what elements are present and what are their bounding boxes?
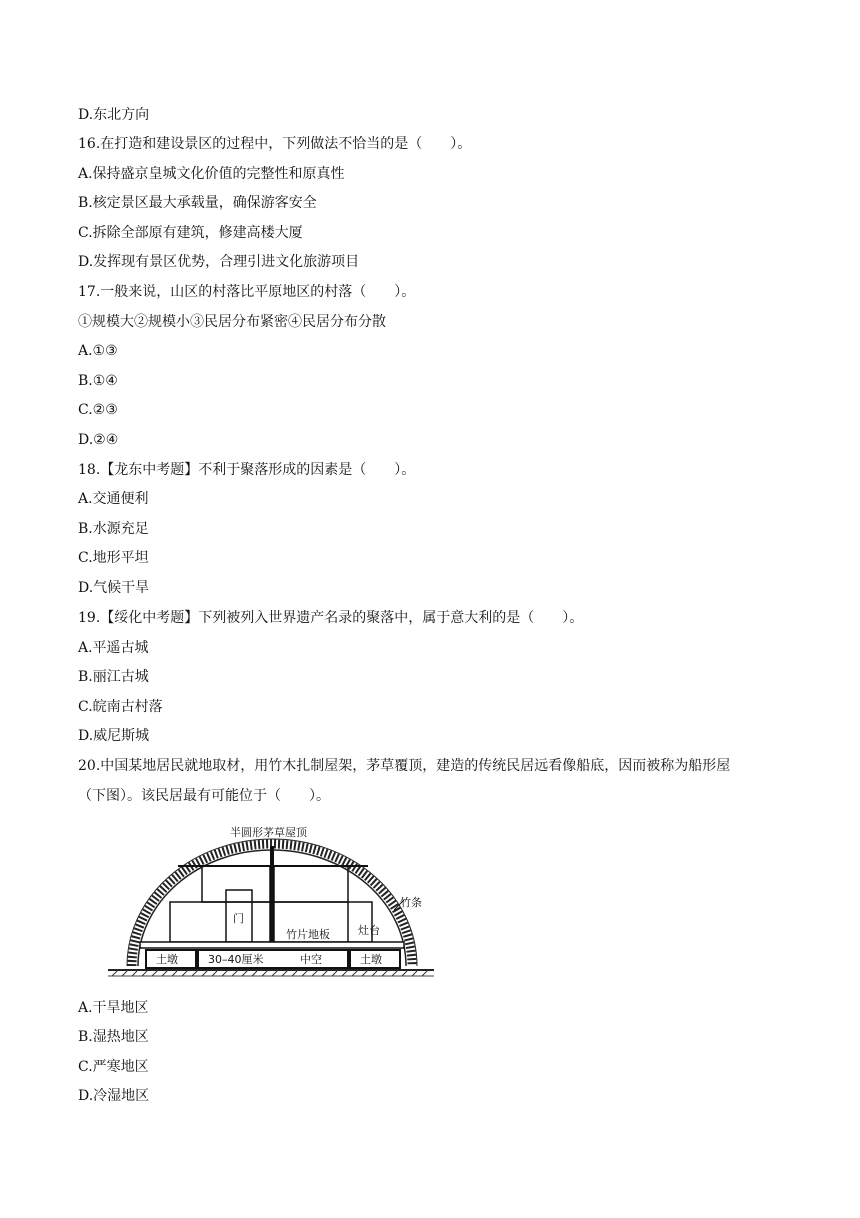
q20-stem-line2: （下图）。该民居最有可能位于（ ）。 [78,788,330,804]
boat-house-diagram [106,814,436,986]
q20-option-a: A.干旱地区 [78,1000,149,1016]
bamboo-floor [140,942,404,948]
q18-stem: 18.【龙东中考题】不利于聚落形成的因素是（ ）。 [78,462,416,478]
q15-option-d: D.东北方向 [78,107,150,123]
label-mound-left: 土墩 [156,953,178,966]
label-floor: 竹片地板 [286,928,330,941]
q16-option-a: A.保持盛京皇城文化价值的完整性和原真性 [78,166,345,182]
label-roof: 半圆形茅草屋顶 [230,826,307,839]
q16-option-b: B.核定景区最大承载量，确保游客安全 [78,195,317,211]
q17-option-d: D.②④ [78,432,119,448]
q20-stem-line1: 20.中国某地居民就地取材，用竹木扎制屋架，茅草覆顶，建造的传统民居远看像船底，因而被称为船形屋 [78,758,731,774]
q18-option-b: B.水源充足 [78,521,149,537]
label-height: 30–40厘米 [208,953,264,966]
ground-hatching [108,970,434,976]
q17-option-c: C.②③ [78,402,118,418]
q17-option-a: A.①③ [78,343,118,359]
q17-stem: 17.一般来说，山区的村落比平原地区的村落（ ）。 [78,284,416,300]
q16-stem: 16.在打造和建设景区的过程中，下列做法不恰当的是（ ）。 [78,136,472,152]
label-stove-2: 台 [369,924,380,937]
label-hollow: 中空 [300,953,322,966]
q20-option-c: C.严寒地区 [78,1059,149,1075]
label-mound-right: 土墩 [360,953,382,966]
label-stove-1: 灶 [358,924,369,937]
q20-option-b: B.湿热地区 [78,1029,149,1045]
label-bamboo: 竹条 [400,896,422,909]
q19-option-c: C.皖南古村落 [78,699,163,715]
q18-option-c: C.地形平坦 [78,550,149,566]
q19-stem: 19.【绥化中考题】下列被列入世界遗产名录的聚落中，属于意大利的是（ ）。 [78,610,584,626]
q19-option-a: A.平遥古城 [78,640,149,656]
q17-option-b: B.①④ [78,373,118,389]
q17-statements: ①规模大②规模小③民居分布紧密④民居分布分散 [78,314,386,330]
q19-option-b: B.丽江古城 [78,669,149,685]
q16-option-c: C.拆除全部原有建筑，修建高楼大厦 [78,225,303,241]
q19-option-d: D.威尼斯城 [78,728,150,744]
q18-option-a: A.交通便利 [78,491,149,507]
q18-option-d: D.气候干旱 [78,580,150,596]
q16-option-d: D.发挥现有景区优势，合理引进文化旅游项目 [78,254,360,270]
label-door: 门 [233,912,244,925]
q20-option-d: D.冷湿地区 [78,1088,150,1104]
